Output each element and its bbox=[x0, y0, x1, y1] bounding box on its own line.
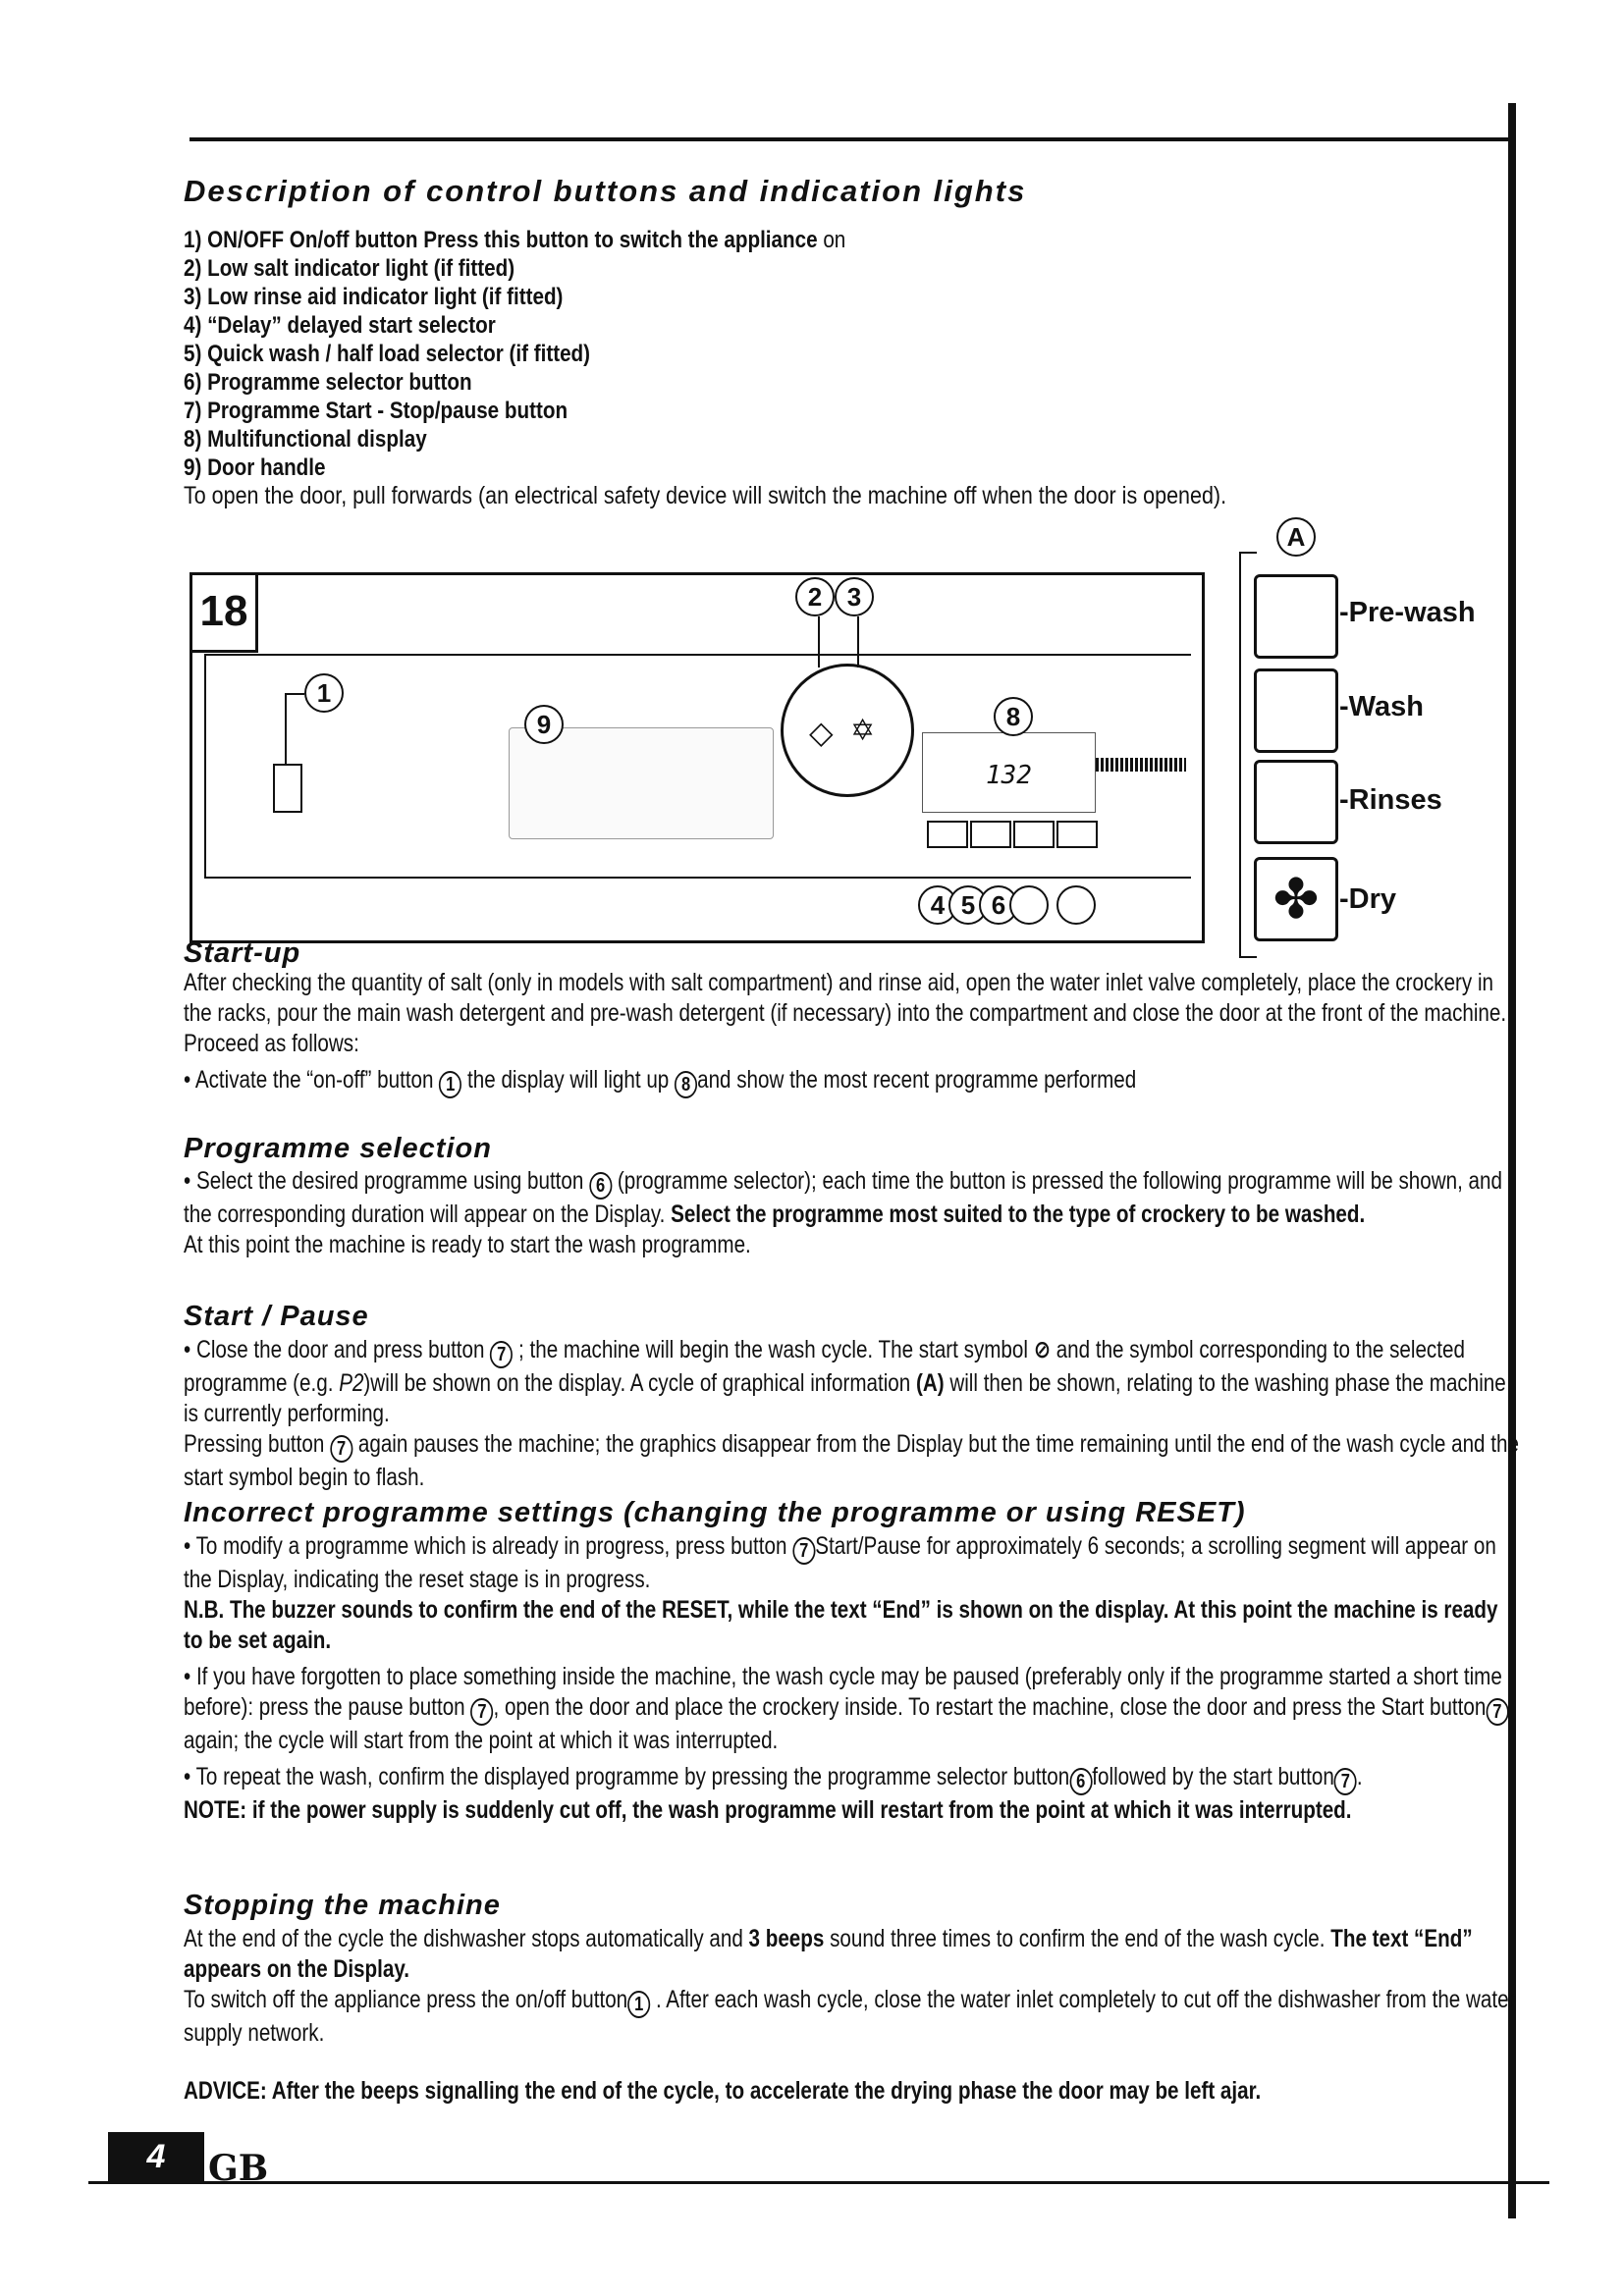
section-heading: Stopping the machine bbox=[184, 1890, 501, 1921]
rinses-icon bbox=[1254, 760, 1338, 844]
control-panel-figure bbox=[189, 572, 1205, 943]
list-item: 8) Multifunctional display bbox=[184, 426, 427, 453]
callout-9: 9 bbox=[524, 705, 564, 744]
legend-dry: -Dry bbox=[1339, 883, 1397, 915]
list-item: 5) Quick wash / half load selector (if fitted) bbox=[184, 341, 591, 367]
display-digits: 132 bbox=[986, 761, 1032, 790]
top-rule bbox=[189, 137, 1508, 141]
section-heading: Incorrect programme settings (changing the programme or using RESET) bbox=[184, 1497, 1246, 1528]
callout-2: 2 bbox=[795, 577, 835, 616]
selection-text: • Select the desired programme using button 6 (programme selector); each time the button is pressed the following programme will be shown, and the corresponding duration will appear on the Display. Select the programme most suited to the type of crockery to be washed. At this point the machine is ready to start the wash programme. bbox=[184, 1167, 1502, 1258]
stopping-text: At the end of the cycle the dishwasher stops automatically and 3 beeps sound three times to confirm the end of the wash cycle. The text “End” appears on the Display. To switch off the appliance press the on/off button 1 . After each wash cycle, close the water inlet completely to cut off the dishwasher from the water supply network. ADVICE: After the beeps signalling the end of the cycle, to accelerate the drying phase the door may be left ajar. bbox=[184, 1925, 1516, 2105]
onoff-button bbox=[273, 764, 302, 813]
section-heading: Start-up bbox=[184, 937, 301, 969]
display-panel bbox=[922, 732, 1096, 813]
start-symbol-icon: ⊘ bbox=[1033, 1336, 1051, 1363]
language-badge: GB bbox=[208, 2148, 269, 2189]
callout-1: 1 bbox=[304, 673, 344, 713]
door-handle bbox=[509, 727, 774, 839]
prewash-icon bbox=[1254, 574, 1338, 659]
callout-3: 3 bbox=[835, 577, 874, 616]
leader-line bbox=[285, 693, 304, 695]
callout-empty bbox=[1056, 885, 1096, 925]
leader-line bbox=[857, 616, 859, 667]
panel-button bbox=[927, 821, 968, 848]
right-rule bbox=[1508, 103, 1516, 2218]
legend-wash: -Wash bbox=[1339, 691, 1424, 722]
callout-4: 4 bbox=[918, 885, 957, 925]
startpause-text: • Close the door and press button 7 ; the machine will begin the wash cycle. The start symbol ⊘ and the symbol corresponding to the selected programme (e.g. P2)will be shown on the display. A cycle of graphical information (A) will then be shown, relating to the washing phase the machine is currently performing. Pressing button 7 again pauses the machine; the graphics disappear from the Display but the time remaining until the end of the wash cycle and the start symbol begin to flash. bbox=[184, 1336, 1519, 1491]
list-item: 9) Door handle bbox=[184, 454, 326, 481]
controls-list bbox=[184, 226, 1226, 510]
section-heading: Programme selection bbox=[184, 1133, 492, 1164]
door-note: To open the door, pull forwards (an electrical safety device will switch the machine off when the door is opened). bbox=[184, 482, 1227, 509]
callout-8: 8 bbox=[994, 697, 1033, 736]
list-item: 7) Programme Start - Stop/pause button bbox=[184, 398, 568, 424]
section-heading: Start / Pause bbox=[184, 1301, 369, 1332]
incorrect-text: • To modify a programme which is already in progress, press button 7 Start/Pause for approximately 6 seconds; a scrolling segment will appear on the Display, indicating the reset stage is in progress. N.B. The buzzer sounds to confirm the end of the RESET, while the text “End” is shown on the display. At this point the machine is ready to be set again. • If you have forgotten to place something inside the machine, the wash cycle may be paused (preferably only if the programme started a short time before): press the pause button 7 , open the door and place the crockery inside. To restart the machine, close the door and press the Start button 7again; the cycle will start from the point at which it was interrupted. • To repeat the wash, confirm the displayed programme by pressing the programme selector button 6 followed by the start button 7 . NOTE: if the power supply is suddenly cut off, the wash programme will restart from the point at which it was interrupted. bbox=[184, 1531, 1520, 1826]
list-item: 6) Programme selector button bbox=[184, 369, 472, 396]
salt-icon: ◇ bbox=[809, 715, 834, 750]
list-item: 1) ON/OFF On/off button Press this button to switch the appliance on bbox=[184, 227, 846, 253]
list-item: 2) Low salt indicator light (if fitted) bbox=[184, 255, 515, 282]
panel-button bbox=[970, 821, 1011, 848]
page-number: 4 bbox=[108, 2132, 204, 2181]
arrow-pointer bbox=[1096, 758, 1186, 772]
callout-5: 5 bbox=[948, 885, 988, 925]
panel-button bbox=[1056, 821, 1098, 848]
callout-7 bbox=[1009, 885, 1049, 925]
leader-line bbox=[818, 616, 820, 667]
indicator-zoom bbox=[781, 664, 914, 797]
legend-rinses: -Rinses bbox=[1339, 784, 1442, 816]
rinse-aid-icon: ✡ bbox=[850, 715, 876, 747]
callout-6: 6 bbox=[979, 885, 1018, 925]
dry-fan-icon: ✤ bbox=[1254, 857, 1338, 941]
panel-button bbox=[1013, 821, 1055, 848]
wash-icon bbox=[1254, 668, 1338, 753]
bottom-rule bbox=[88, 2181, 1549, 2184]
leader-line bbox=[285, 693, 287, 764]
legend-prewash: -Pre-wash bbox=[1339, 597, 1476, 628]
legend-callout-A: A bbox=[1276, 517, 1316, 557]
list-item: 4) “Delay” delayed start selector bbox=[184, 312, 496, 339]
page-title: Description of control buttons and indication lights bbox=[184, 174, 1027, 208]
list-item: 3) Low rinse aid indicator light (if fitted) bbox=[184, 284, 564, 310]
startup-text: After checking the quantity of salt (only in models with salt compartment) and rinse aid, open the water inlet valve completely, place the crockery in the racks, pour the main wash detergent and pre-wash detergent (if necessary) into the compartment and close the door at the front of the machine. Proceed as follows: • Activate the “on-off” button 1 the display will light up 8 and show the most recent programme performed bbox=[184, 968, 1520, 1098]
figure-number: 18 bbox=[192, 575, 258, 653]
